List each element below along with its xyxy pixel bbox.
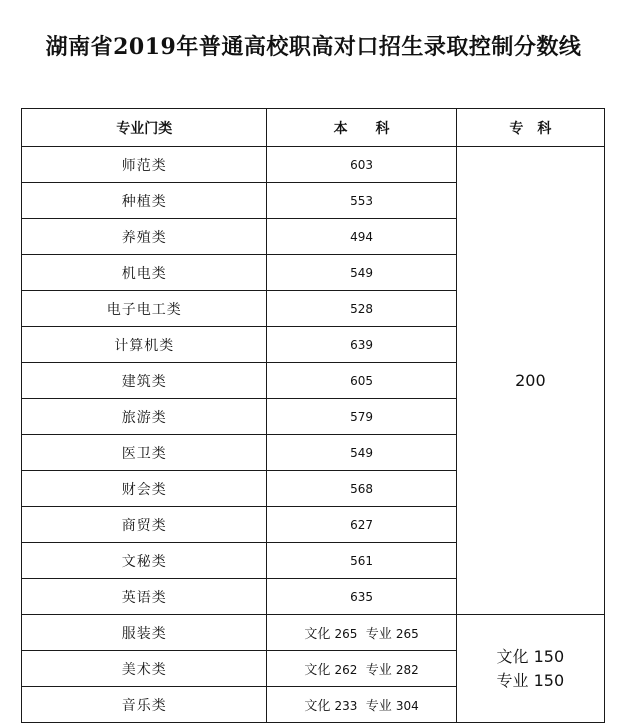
zhuanye-score: 265 xyxy=(395,627,419,641)
header-zhuanke: 专 科 xyxy=(456,109,604,147)
category-cell: 商贸类 xyxy=(22,507,267,543)
category-cell: 建筑类 xyxy=(22,363,267,399)
wenhua-label: 文化 xyxy=(304,627,331,642)
zhuanye-label: 专业 xyxy=(365,663,392,678)
benke-score-cell xyxy=(267,615,456,651)
zhuanke-art-wenhua: 文化 150 xyxy=(496,646,565,666)
zhuanye-score: 304 xyxy=(395,699,419,713)
category-cell: 机电类 xyxy=(22,255,267,291)
header-category: 专业门类 xyxy=(22,109,267,147)
wenhua-score: 233 xyxy=(334,699,358,713)
category-cell: 服装类 xyxy=(22,615,267,651)
benke-score-cell: 605 xyxy=(267,363,456,399)
benke-score-cell: 549 xyxy=(267,435,456,471)
wenhua-score: 265 xyxy=(334,627,358,641)
benke-score-cell: 561 xyxy=(267,543,456,579)
category-cell: 养殖类 xyxy=(22,219,267,255)
category-cell: 师范类 xyxy=(22,147,267,183)
benke-score-cell: 549 xyxy=(267,255,456,291)
zhuanye-label: 专业 xyxy=(365,627,392,642)
category-cell: 英语类 xyxy=(22,579,267,615)
zhuanye-score: 282 xyxy=(395,663,419,677)
benke-score-cell: 568 xyxy=(267,471,456,507)
benke-score-cell xyxy=(267,651,456,687)
category-cell: 计算机类 xyxy=(22,327,267,363)
category-cell: 音乐类 xyxy=(22,687,267,723)
benke-score-cell xyxy=(267,687,456,723)
table-row xyxy=(22,147,605,183)
benke-score-cell: 528 xyxy=(267,291,456,327)
category-cell: 美术类 xyxy=(22,651,267,687)
wenhua-label: 文化 xyxy=(304,699,331,714)
benke-score-cell: 635 xyxy=(267,579,456,615)
wenhua-label: 文化 xyxy=(304,663,331,678)
benke-score-cell: 639 xyxy=(267,327,456,363)
category-cell: 财会类 xyxy=(22,471,267,507)
category-cell: 医卫类 xyxy=(22,435,267,471)
zhuanye-label: 专业 xyxy=(365,699,392,714)
category-cell: 电子电工类 xyxy=(22,291,267,327)
benke-score-cell: 603 xyxy=(267,147,456,183)
benke-score-cell: 494 xyxy=(267,219,456,255)
table-header-row xyxy=(22,109,605,147)
category-cell: 种植类 xyxy=(22,183,267,219)
zhuanke-art-zhuanye: 专业 150 xyxy=(496,670,565,690)
category-cell: 旅游类 xyxy=(22,399,267,435)
benke-score-cell: 579 xyxy=(267,399,456,435)
zhuanke-art-score-cell xyxy=(456,615,604,723)
benke-score-cell: 553 xyxy=(267,183,456,219)
score-table xyxy=(21,108,605,723)
header-benke: 本 科 xyxy=(267,109,456,147)
table-row xyxy=(22,615,605,651)
category-cell: 文秘类 xyxy=(22,543,267,579)
wenhua-score: 262 xyxy=(334,663,358,677)
zhuanke-general-score-cell: 200 xyxy=(456,147,604,615)
benke-score-cell: 627 xyxy=(267,507,456,543)
page-title: 湖南省2019年普通高校职高对口招生录取控制分数线 xyxy=(45,34,582,60)
